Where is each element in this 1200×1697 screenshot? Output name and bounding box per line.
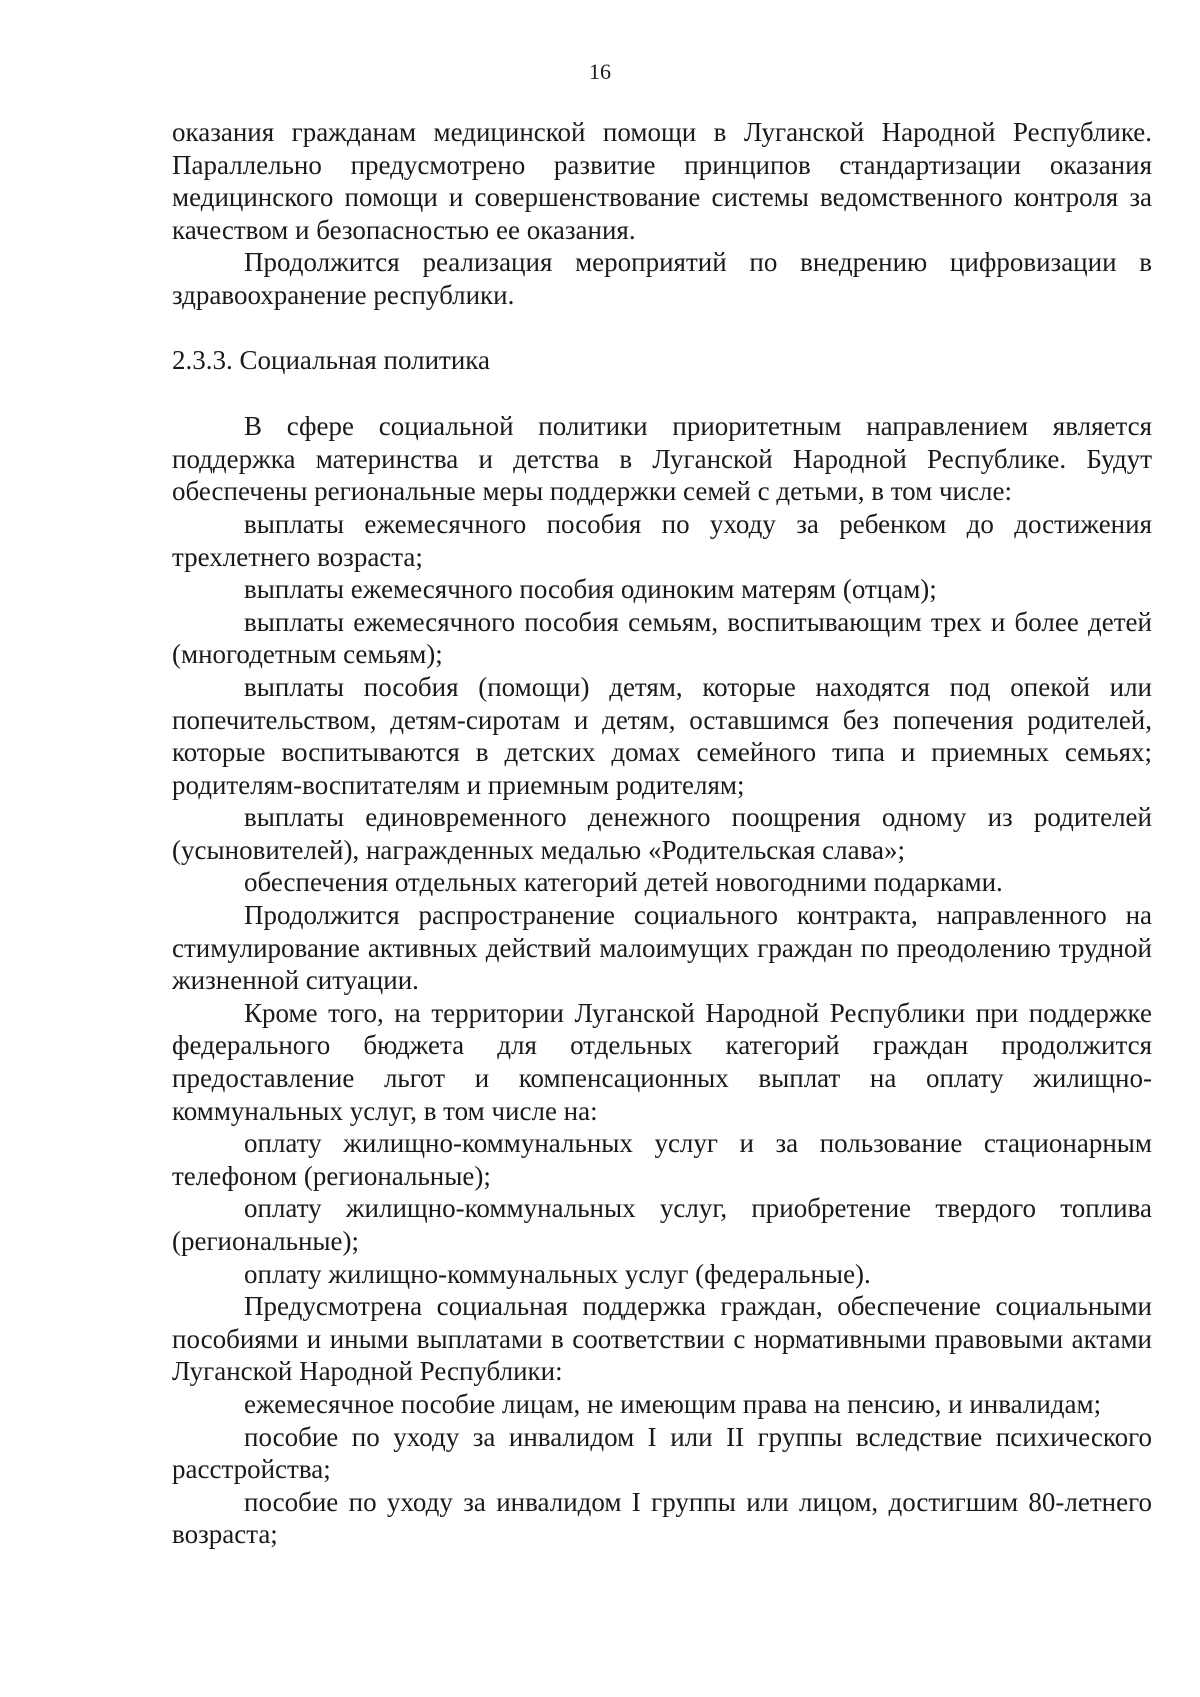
paragraph: Кроме того, на территории Луганской Народной Республики при поддержке федерального бюджета для отдельных категорий граждан продолжится предоставление льгот и компенсационных выплат на оплату жилищно-коммунальных услуг, в том числе на: — [172, 997, 1152, 1126]
list-item: выплаты единовременного денежного поощрения одному из родителей (усыновителей), награжденных медалью «Родительская слава»; — [172, 802, 1152, 865]
list-item: обеспечения отдельных категорий детей новогодними подарками. — [244, 867, 1003, 898]
paragraph: оказания гражданам медицинской помощи в Луганской Народной Республике. Параллельно предусмотрено развитие принципов стандартизации оказания медицинского помощи и совершенствование системы ведомственного контроля за качеством и безопасностью ее оказания. — [172, 117, 1152, 245]
list-item: выплаты ежемесячного пособия семьям, воспитывающим трех и более детей (многодетным семьям); — [172, 606, 1152, 670]
list-item: пособие по уходу за инвалидом I группы или лицом, достигшим 80-летнего возраста; — [172, 1486, 1152, 1550]
paragraph: В сфере социальной политики приоритетным направлением является поддержка материнства и детства в Луганской Народной Республике. Будут обеспечены региональные меры поддержки семей с детьми, в том числе: — [172, 411, 1152, 507]
list-item: оплату жилищно-коммунальных услуг, приобретение твердого топлива (региональные); — [172, 1193, 1152, 1256]
paragraph: Предусмотрена социальная поддержка граждан, обеспечение социальными пособиями и иными выплатами в соответствии с нормативными правовыми актами Луганской Народной Республики: — [172, 1291, 1152, 1387]
list-item: выплаты ежемесячного пособия по уходу за ребенком до достижения трехлетнего возраста; — [172, 508, 1152, 572]
list-item: ежемесячное пособие лицам, не имеющим права на пенсию, и инвалидам; — [244, 1388, 1102, 1419]
document-body — [172, 116, 1152, 1551]
paragraph: Продолжится реализация мероприятий по внедрению цифровизации в здравоохранение республики. — [172, 247, 1152, 310]
list-item: оплату жилищно-коммунальных услуг и за пользование стационарным телефоном (региональные); — [172, 1128, 1152, 1191]
list-item: выплаты пособия (помощи) детям, которые находятся под опекой или попечительством, детям-сиротам и детям, оставшимся без попечения родителей, которые воспитываются в детских домах семейного типа и приемных семьях; родителям-воспитателям и приемным родителям; — [172, 671, 1152, 800]
list-item: оплату жилищно-коммунальных услуг (федеральные). — [244, 1258, 871, 1289]
list-item: пособие по уходу за инвалидом I или II группы вследствие психического расстройства; — [172, 1421, 1152, 1485]
section-heading: 2.3.3. Социальная политика — [172, 344, 490, 375]
list-item: выплаты ежемесячного пособия одиноким матерям (отцам); — [244, 574, 937, 605]
page-number: 16 — [589, 59, 611, 84]
paragraph: Продолжится распространение социального контракта, направленного на стимулирование активных действий малоимущих граждан по преодолению трудной жизненной ситуации. — [172, 900, 1152, 996]
